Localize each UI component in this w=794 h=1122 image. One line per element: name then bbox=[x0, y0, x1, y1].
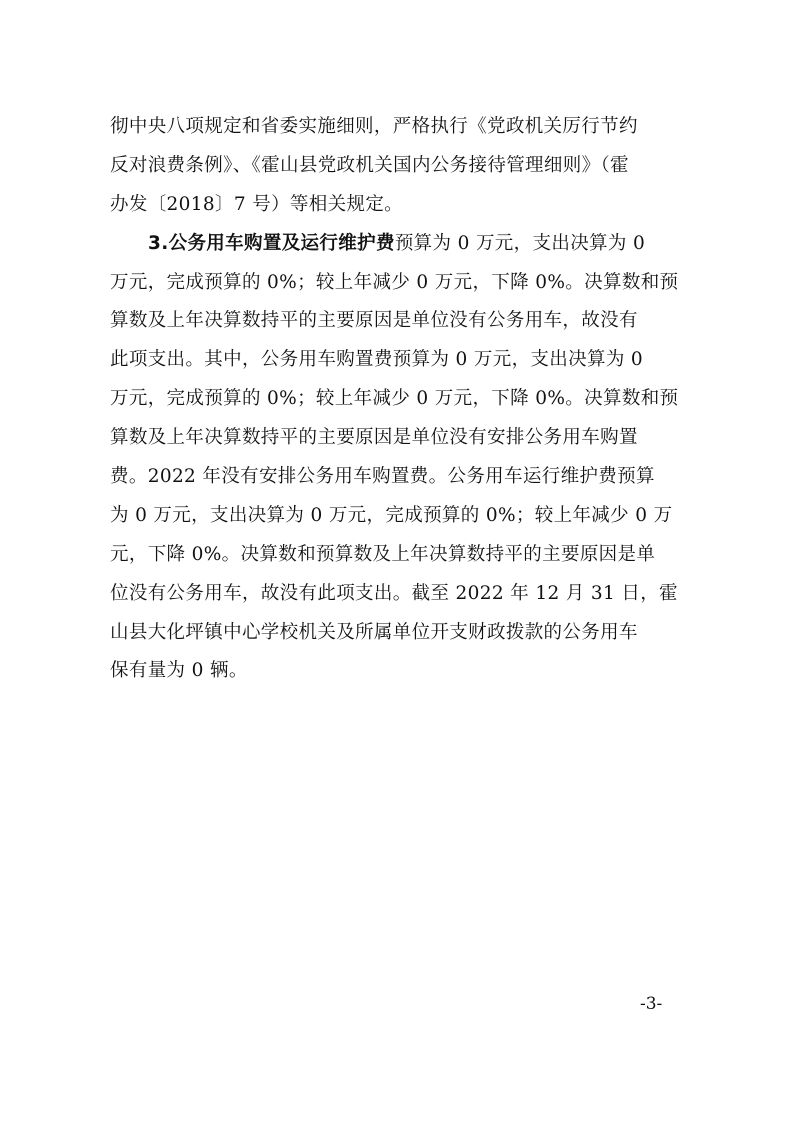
page-number: -3- bbox=[640, 994, 663, 1014]
body-text bbox=[110, 108, 698, 691]
section-3-first-line bbox=[110, 225, 698, 264]
paragraph-line: 为 0 万元，支出决算为 0 万元，完成预算的 0%；较上年减少 0 万 bbox=[110, 504, 673, 526]
section-3-heading: 3.公务用车购置及运行维护费 bbox=[148, 232, 395, 254]
paragraph-line: 元，下降 0%。决算数和预算数及上年决算数持平的主要原因是单 bbox=[110, 543, 656, 565]
paragraph-line: 办发〔2018〕7 号）等相关规定。 bbox=[110, 193, 404, 215]
paragraph-line: 万元，完成预算的 0%；较上年减少 0 万元，下降 0%。决算数和预 bbox=[110, 388, 679, 410]
paragraph-line: 万元，完成预算的 0%；较上年减少 0 万元，下降 0%。决算数和预 bbox=[110, 271, 679, 293]
section-3-first-line-text: 预算为 0 万元，支出决算为 0 bbox=[394, 232, 646, 254]
paragraph-line: 此项支出。其中，公务用车购置费预算为 0 万元，支出决算为 0 bbox=[110, 349, 644, 371]
paragraph-line: 位没有公务用车，故没有此项支出。截至 2022 年 12 月 31 日，霍 bbox=[110, 582, 678, 604]
paragraph-line: 反对浪费条例》、《霍山县党政机关国内公务接待管理细则》（霍 bbox=[110, 154, 629, 176]
paragraph-line: 山县大化坪镇中心学校机关及所属单位开支财政拨款的公务用车 bbox=[110, 621, 638, 643]
paragraph-line: 彻中央八项规定和省委实施细则，严格执行《党政机关厉行节约 bbox=[110, 116, 638, 137]
paragraph-line: 算数及上年决算数持平的主要原因是单位没有安排公务用车购置 bbox=[110, 427, 638, 449]
paragraph-line: 算数及上年决算数持平的主要原因是单位没有公务用车，故没有 bbox=[110, 310, 638, 332]
paragraph-line: 保有量为 0 辆。 bbox=[110, 660, 248, 682]
paragraph-line: 费。2022 年没有安排公务用车购置费。公务用车运行维护费预算 bbox=[110, 466, 655, 488]
